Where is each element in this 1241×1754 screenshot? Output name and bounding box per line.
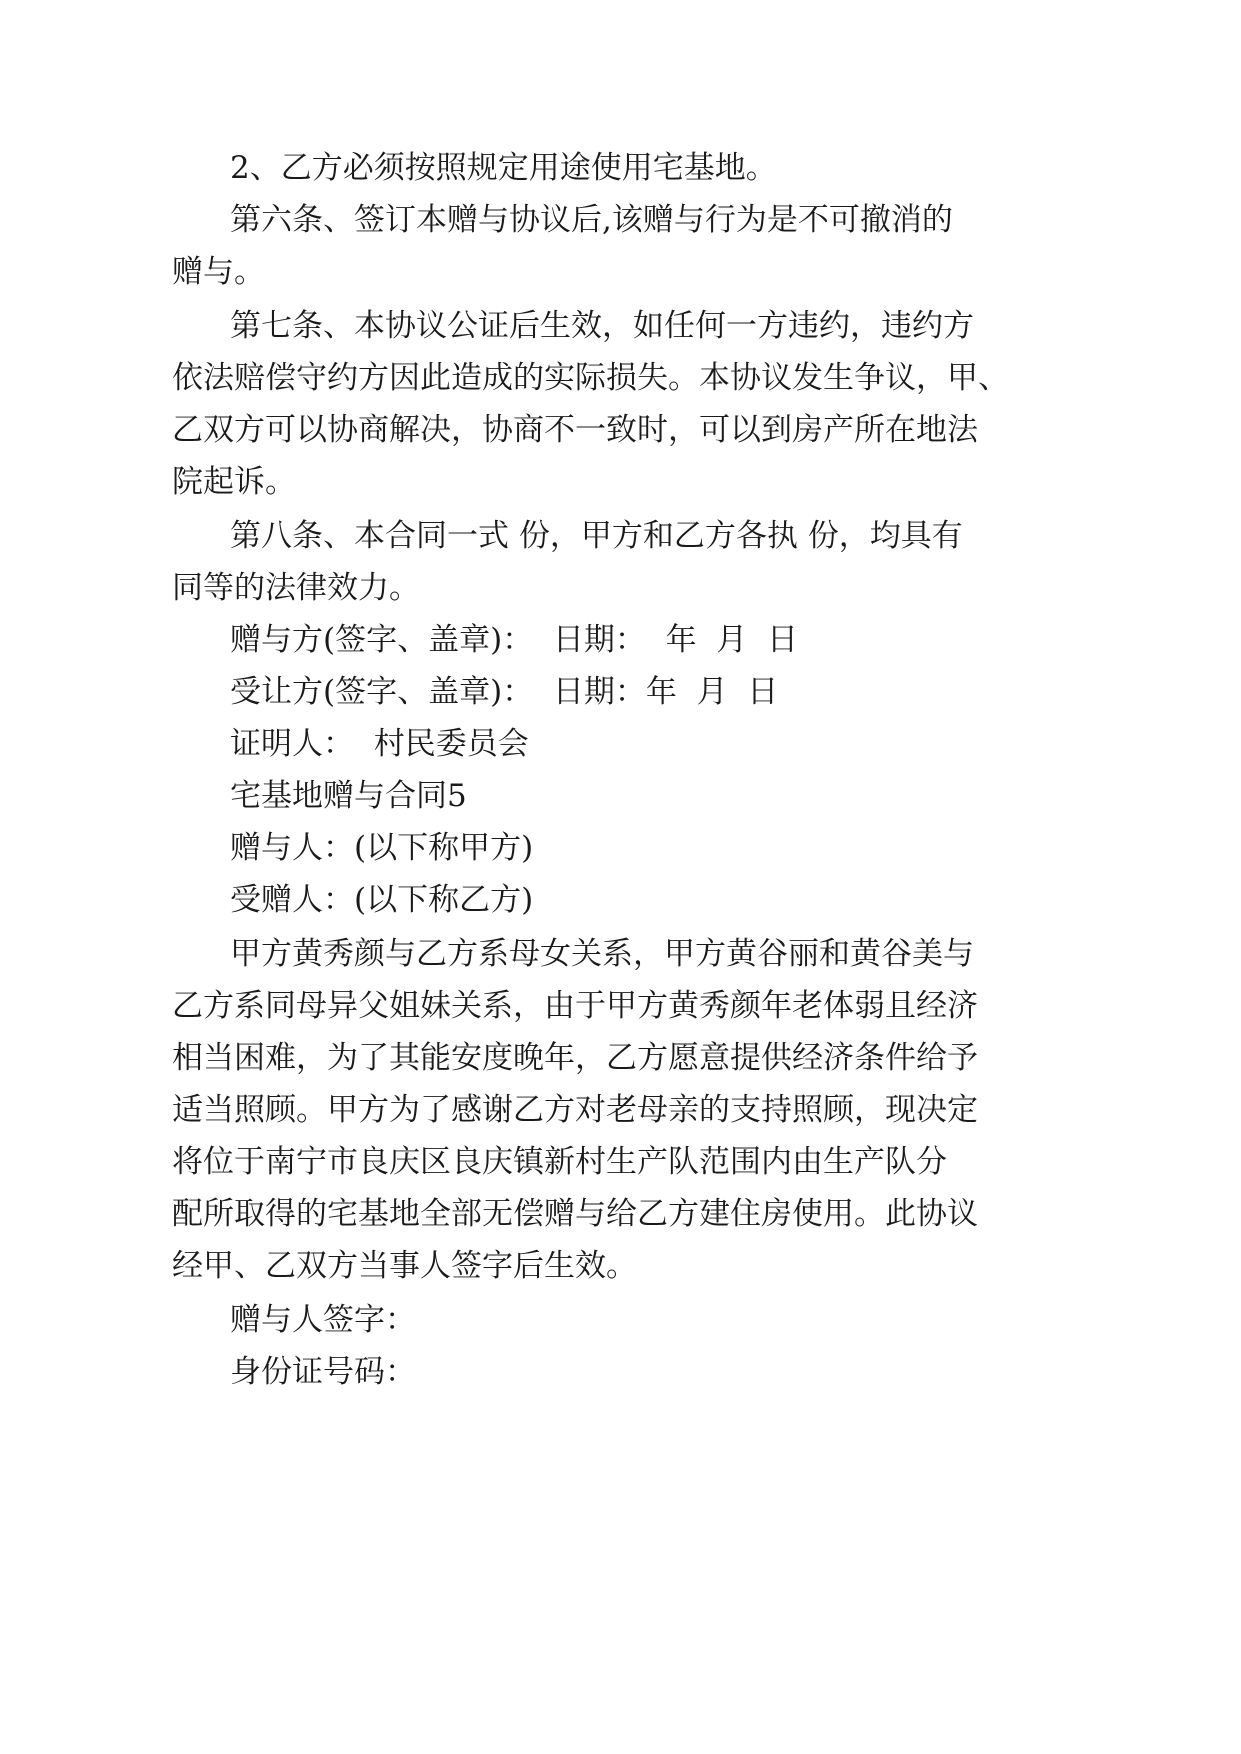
donee-party-line: 受赠人：(以下称乙方) (230, 882, 534, 918)
body-paragraph-line-4: 适 当 照 顾 。 甲 方 为 了 感 谢 乙 方 对 老 母 亲 的 支 持 照 顾 ， 现 决 定 (172, 1092, 978, 1128)
body-paragraph-line-6: 配 所 取 得 的 宅 基 地 全 部 无 偿 赠 与 给 乙 方 建 住 房 使 用 。 此 协 议 (172, 1196, 978, 1232)
donor-party-line: 赠与人：(以下称甲方) (230, 830, 534, 866)
clause-5-item-2: 2、乙方必须按照规定用途使用宅基地。 (230, 150, 777, 186)
body-paragraph-line-7: 经甲、乙双方当事人签字后生效。 (172, 1248, 637, 1284)
clause-7-line-2: 依 法 赔 偿 守 约 方 因 此 造 成 的 实 际 损 失 。 本 协 议 发 生 争 议 ， 甲 、 (172, 360, 1009, 396)
body-paragraph-line-3: 相 当 困 难 ， 为 了 其 能 安 度 晚 年 ， 乙 方 愿 意 提 供 经 济 条 件 给 予 (172, 1040, 978, 1076)
recipient-signature-line: 受让方(签字、盖章)： 日期：年 月 日 (230, 674, 779, 710)
clause-8-line-1: 第 八 条 、 本 合 同 一 式 份 ， 甲 方 和 乙 方 各 执 份 ， 均 具 有 (230, 518, 963, 554)
body-paragraph-line-2: 乙 方 系 同 母 异 父 姐 妹 关 系 ， 由 于 甲 方 黄 秀 颜 年 老 体 弱 且 经 济 (172, 988, 978, 1024)
body-paragraph-line-1: 甲 方 黄 秀 颜 与 乙 方 系 母 女 关 系 ， 甲 方 黄 谷 丽 和 黄 谷 美 与 (230, 936, 974, 972)
clause-7-line-1: 第 七 条 、 本 协 议 公 证 后 生 效 ， 如 任 何 一 方 违 约 ， 违 约 方 (230, 308, 974, 344)
donor-sign-field: 赠与人签字： (230, 1302, 416, 1338)
clause-6-line-2: 赠与。 (172, 254, 265, 290)
witness-line: 证明人： 村民委员会 (230, 726, 529, 762)
clause-7-line-3: 乙 双 方 可 以 协 商 解 决 ， 协 商 不 一 致 时 ， 可 以 到 房 产 所 在 地 法 (172, 412, 978, 448)
clause-7-line-4: 院起诉。 (172, 464, 296, 500)
donor-signature-line: 赠与方(签字、盖章)： 日期： 年 月 日 (230, 622, 799, 658)
id-number-field: 身份证号码： (230, 1354, 416, 1390)
clause-8-line-2: 同等的法律效力。 (172, 570, 420, 606)
body-paragraph-line-5: 将 位 于 南 宁 市 良 庆 区 良 庆 镇 新 村 生 产 队 范 围 内 由 生 产 队 分 (172, 1144, 947, 1180)
clause-6-line-1: 第 六 条 、 签 订 本 赠 与 协 议 后 , 该 赠 与 行 为 是 不 可 撤 消 的 (230, 202, 953, 238)
contract-5-title: 宅基地赠与合同5 (230, 778, 467, 814)
